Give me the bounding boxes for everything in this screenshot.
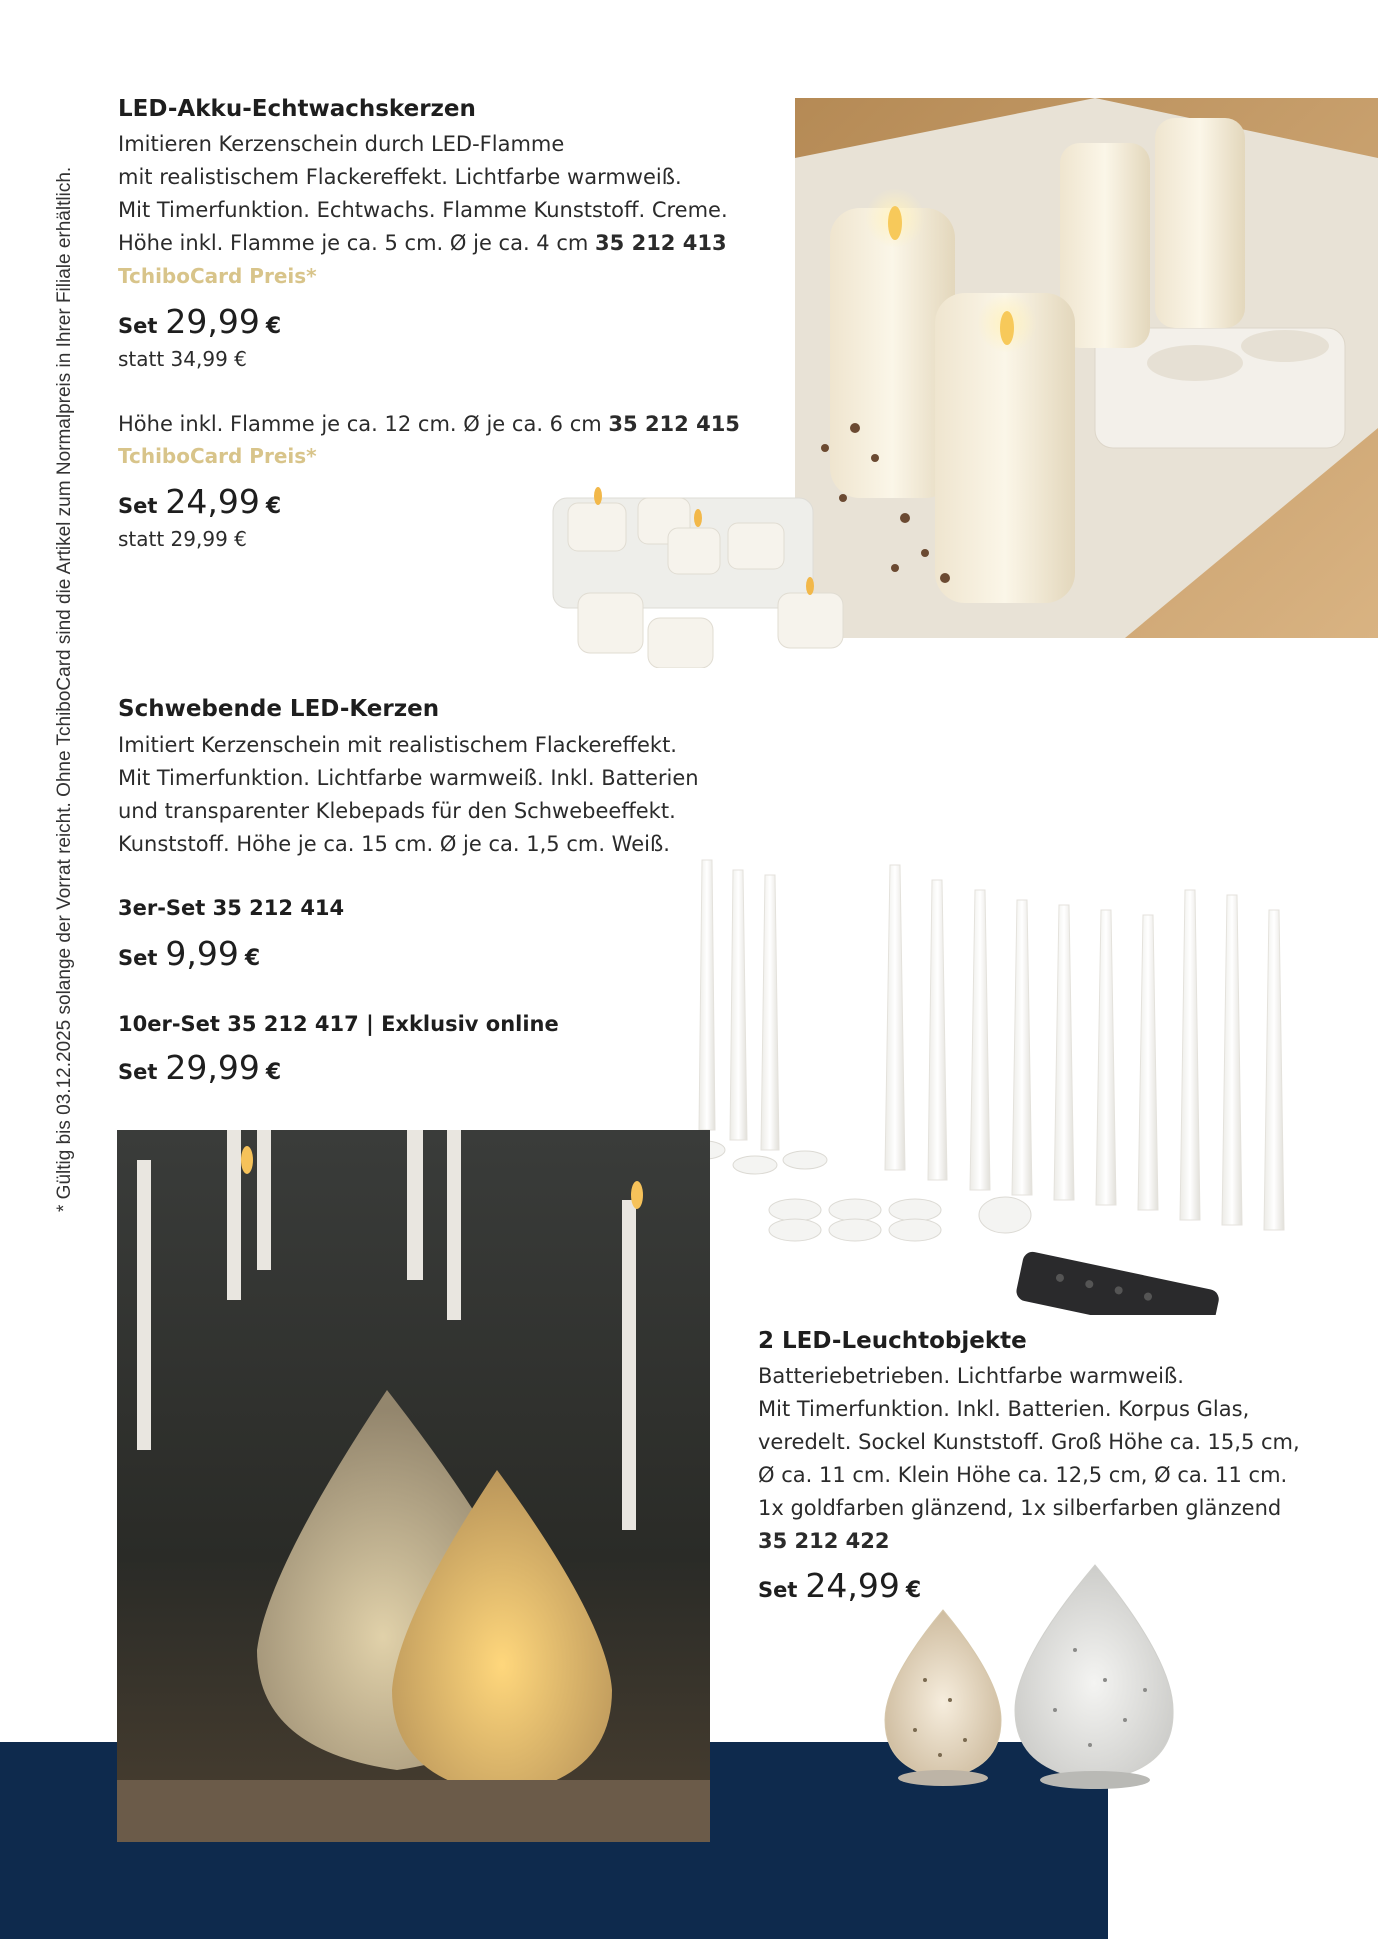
product1-desc-line: Mit Timerfunktion. Echtwachs. Flamme Kunststoff. Creme.	[118, 198, 728, 222]
set10-label: 10er-Set 35 212 417 | Exklusiv online	[118, 1012, 559, 1036]
product1-variant1-price	[118, 302, 281, 341]
old-price: statt 34,99 €	[118, 347, 247, 371]
article-number: 35 212 415	[608, 412, 740, 436]
price-unit: Set	[118, 1060, 158, 1084]
price-unit: Set	[118, 314, 158, 338]
product1-title: LED-Akku-Echtwachskerzen	[118, 96, 476, 122]
price-amount: 24,99	[805, 1566, 900, 1605]
product2-desc-line: Mit Timerfunktion. Lichtfarbe warmweiß. Inkl. Batterien	[118, 766, 699, 790]
price-amount: 24,99	[165, 482, 260, 521]
product3-title: 2 LED-Leuchtobjekte	[758, 1328, 1027, 1354]
price-amount: 29,99	[165, 1048, 260, 1087]
set10-price	[118, 1048, 281, 1087]
product3-desc-line: 1x goldfarben glänzend, 1x silberfarben glänzend	[758, 1496, 1282, 1520]
product2-title: Schwebende LED-Kerzen	[118, 696, 440, 722]
product1-description	[118, 128, 728, 260]
product1-desc-line: mit realistischem Flackereffekt. Lichtfarbe warmweiß.	[118, 165, 682, 189]
glass-lights-photo	[117, 1130, 710, 1842]
product1-variant2-price	[118, 482, 281, 521]
price-currency: €	[265, 1060, 282, 1085]
price-unit: Set	[118, 494, 158, 518]
article-number: 35 212 422	[758, 1529, 890, 1553]
set3-price	[118, 934, 260, 973]
article-number: 35 212 413	[595, 231, 727, 255]
product3-desc-line: Mit Timerfunktion. Inkl. Batterien. Korpus Glas,	[758, 1397, 1250, 1421]
product1-variant1-size	[118, 227, 728, 260]
floating-candles-photo	[685, 830, 1325, 1315]
price-currency: €	[265, 314, 282, 339]
product2-description	[118, 729, 699, 861]
price-unit: Set	[118, 946, 158, 970]
product3-description	[758, 1360, 1300, 1558]
price-currency: €	[265, 494, 282, 519]
size-text: Höhe inkl. Flamme je ca. 5 cm. Ø je ca. 4 cm	[118, 231, 589, 255]
product1-variant2-size	[118, 408, 740, 441]
set3-label: 3er-Set 35 212 414	[118, 896, 345, 920]
product1-desc-line: Imitieren Kerzenschein durch LED-Flamme	[118, 132, 565, 156]
validity-disclaimer: * Gültig bis 03.12.2025 solange der Vorrat reicht. Ohne TchiboCard sind die Artikel zum Normalpreis in Ihrer Filiale erhältlich.	[54, 166, 75, 1212]
product2-desc-line: Imitiert Kerzenschein mit realistischem Flackereffekt.	[118, 733, 677, 757]
product3-desc-line: Ø ca. 11 cm. Klein Höhe ca. 12,5 cm, Ø ca. 11 cm.	[758, 1463, 1288, 1487]
product2-desc-line: und transparenter Klebepads für den Schwebeeffekt.	[118, 799, 676, 823]
tealight-set-photo	[548, 458, 848, 668]
price-currency: €	[244, 946, 261, 971]
product3-desc-line: veredelt. Sockel Kunststoff. Groß Höhe ca. 15,5 cm,	[758, 1430, 1300, 1454]
price-amount: 9,99	[165, 934, 239, 973]
pillar-candles-photo	[795, 98, 1378, 638]
tchibocard-price-label: TchiboCard Preis*	[118, 444, 317, 468]
glass-drops-cutout	[855, 1560, 1175, 1790]
price-unit: Set	[758, 1578, 798, 1602]
size-text: Höhe inkl. Flamme je ca. 12 cm. Ø je ca. 6 cm	[118, 412, 602, 436]
price-amount: 29,99	[165, 302, 260, 341]
old-price: statt 29,99 €	[118, 527, 247, 551]
product3-desc-line: Batteriebetrieben. Lichtfarbe warmweiß.	[758, 1364, 1184, 1388]
tchibocard-price-label: TchiboCard Preis*	[118, 264, 317, 288]
price-currency: €	[905, 1578, 922, 1603]
product2-desc-line: Kunststoff. Höhe je ca. 15 cm. Ø je ca. 1,5 cm. Weiß.	[118, 832, 670, 856]
